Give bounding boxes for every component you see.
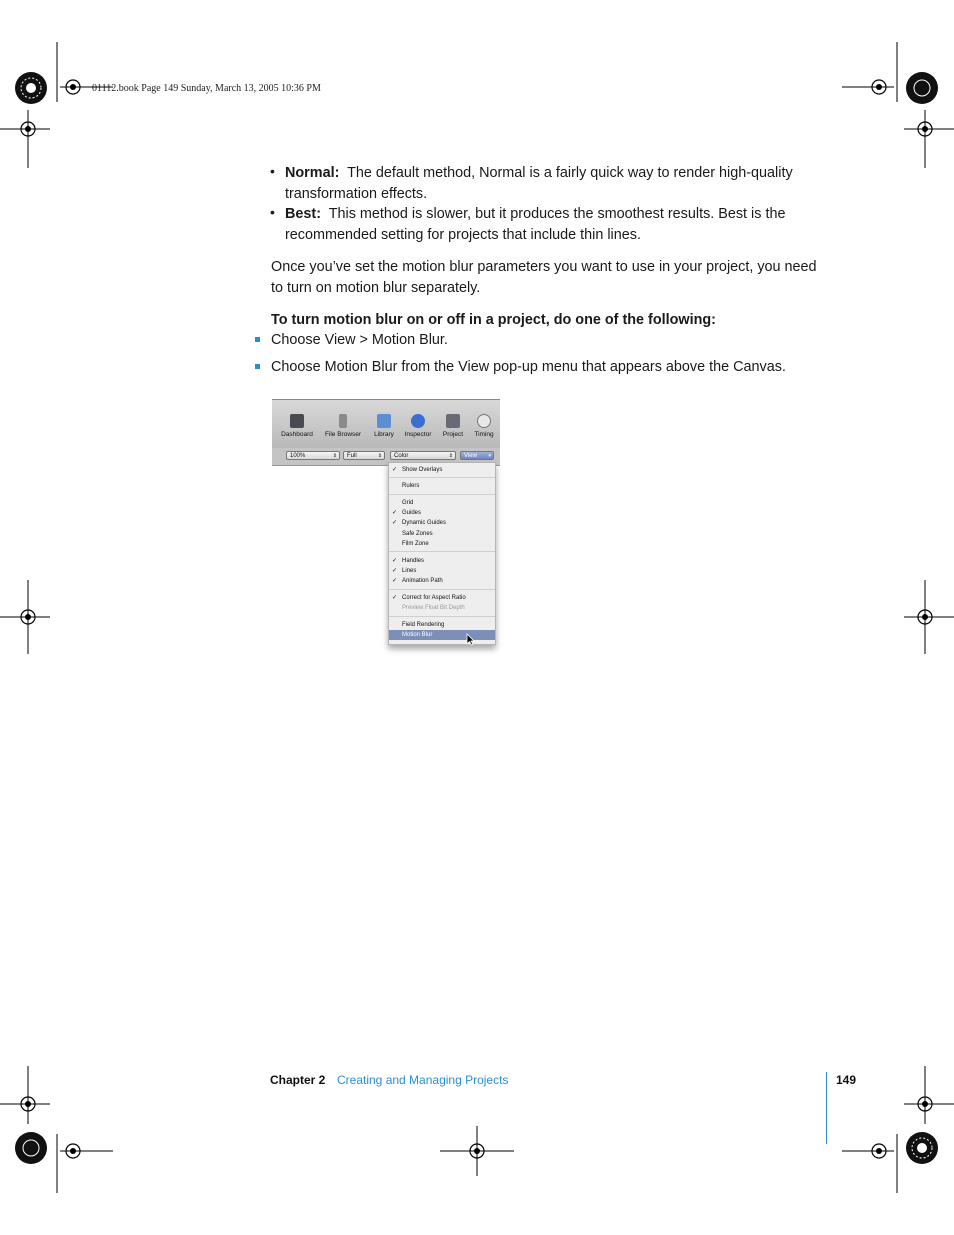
view-popup-value: View [464,453,477,459]
registration-dot [70,84,76,90]
registration-dot [25,1101,31,1107]
checkmark-icon: ✓ [392,578,398,584]
toolbar-timing-label: Timing [474,431,494,438]
registration-dot [474,1148,480,1154]
bullet-dot: • [270,163,275,179]
step-2: Choose Motion Blur from the View pop-up menu that appears above the Canvas. [271,359,786,375]
menu-item-label: Field Rendering [402,622,445,628]
menu-item-label: Show Overlays [402,467,443,473]
checkmark-icon: ✓ [392,595,398,601]
footer-chapter-title: Creating and Managing Projects [337,1073,509,1087]
book-header-info: 01112.book Page 149 Sunday, March 13, 2005 10:36 PM [92,83,321,94]
checkmark-icon: ✓ [392,467,398,473]
bullet-normal-text: The default method, Normal is a fairly quick way to render high-quality [347,165,793,181]
starburst-mark-icon [15,72,47,104]
registration-dot [25,614,31,620]
bullet-normal-label: Normal: [285,165,340,181]
menu-item-label: Rulers [402,483,420,489]
registration-dot [25,126,31,132]
bullet-normal-text2: transformation effects. [285,185,428,202]
toolbar-dashboard-label: Dashboard [281,431,313,438]
updown-arrow-icon: ⇕ [332,453,337,459]
starburst-mark-icon [15,1132,47,1164]
checkmark-icon: ✓ [392,558,398,564]
menu-item-label: Grid [402,500,414,506]
menu-item-label: Correct for Aspect Ratio [402,595,466,601]
paragraph-line2: to turn on motion blur separately. [271,279,481,296]
toolbar-file-browser-label: File Browser [324,431,362,438]
procedure-heading: To turn motion blur on or off in a project, do one of the following: [271,312,716,328]
starburst-mark-icon [906,72,938,104]
registration-dot [922,1101,928,1107]
toolbar-project-label: Project [442,431,464,438]
registration-dot [922,614,928,620]
footer-chapter: Chapter 2 [270,1073,326,1087]
bullet-best-text: This method is slower, but it produces the smoothest results. Best is the [328,206,786,222]
registration-dot [922,126,928,132]
registration-dot [876,84,882,90]
checkmark-icon: ✓ [392,520,398,526]
toolbar-inspector-label: Inspector [404,431,432,438]
page-number: 149 [836,1073,857,1087]
registration-dot [70,1148,76,1154]
menu-item-label: Safe Zones [402,531,433,537]
bullet-dot: • [270,204,275,220]
toolbar-library-label: Library [374,431,394,438]
menu-item-label: Preview Float Bit Depth [402,605,465,611]
starburst-mark-icon [906,1132,938,1164]
bullet-best-text2: recommended setting for projects that include thin lines. [285,226,641,243]
updown-arrow-icon: ⇕ [448,453,453,459]
channels-popup-value: Color [394,453,409,459]
menu-item-label: Motion Blur [402,632,433,638]
chevron-down-icon: ▾ [488,453,491,459]
updown-arrow-icon: ⇕ [377,453,382,459]
resolution-popup-value: Full [347,453,357,459]
registration-dot [876,1148,882,1154]
menu-item-label: Guides [402,510,422,516]
menu-item-label: Dynamic Guides [402,520,447,526]
menu-item-label: Handles [402,558,425,564]
paragraph-line1: Once you’ve set the motion blur parameters you want to use in your project, you need [271,259,817,275]
menu-item-label: Animation Path [402,578,443,584]
checkmark-icon: ✓ [392,510,398,516]
zoom-popup-value: 100% [290,453,306,459]
menu-item-label: Film Zone [402,541,429,547]
step-1: Choose View > Motion Blur. [271,332,448,348]
checkmark-icon: ✓ [392,568,398,574]
menu-item-label: Lines [402,568,417,574]
bullet-best-label: Best: [285,206,321,222]
